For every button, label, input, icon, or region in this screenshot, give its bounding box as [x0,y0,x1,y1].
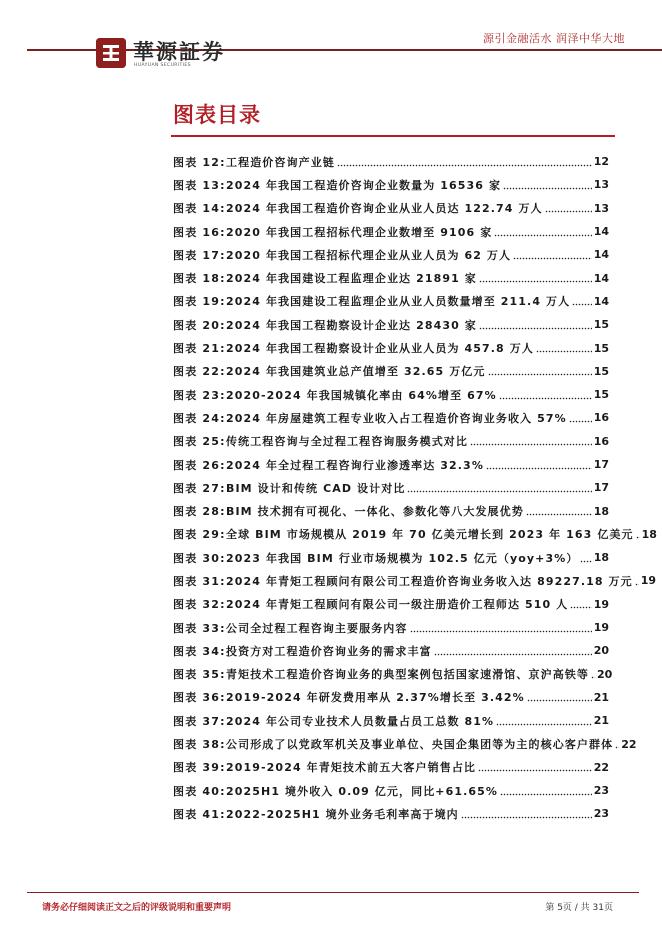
page-indicator: 第 5页 / 共 31页 [545,903,613,913]
toc-item[interactable] [173,732,637,755]
toc-item-page: 15 [593,341,609,355]
toc-item-leader [494,234,591,237]
toc-item-page: 14 [593,294,609,308]
toc-item[interactable] [173,336,609,359]
toc-item[interactable] [173,173,609,196]
toc-item-leader [410,630,592,633]
header-slogan: 源引金融活水 润泽中华大地 [483,32,625,45]
toc-item-label: 图表 13: [173,178,226,192]
toc-item[interactable] [173,430,609,453]
toc-item-text: 2019-2024 年青矩技术前五大客户销售占比 [226,761,477,775]
toc-item[interactable] [173,220,609,243]
toc-item-label: 图表 16: [173,225,226,239]
toc-item-label: 图表 38: [173,738,226,752]
toc-item-text: 2022-2025H1 境外业务毛利率高于境内 [226,807,459,821]
toc-item-leader [461,816,592,819]
toc-item[interactable] [173,499,609,522]
toc-title: 图表目录 [173,103,261,127]
toc-item-page: 22 [621,737,637,751]
toc-item-page: 14 [593,248,609,262]
toc-item-leader [500,793,592,796]
company-logo-text: 華源証券 [133,39,225,64]
toc-item-leader [591,676,595,679]
toc-item-leader [503,187,592,190]
toc-item-label: 图表 23: [173,388,226,402]
toc-item[interactable] [173,290,609,313]
toc-item-text: 2023 年我国 BIM 行业市场规模为 102.5 亿元（yoy+3%） [226,551,579,565]
toc-item-leader [479,280,592,283]
toc-item-page: 16 [593,411,609,425]
toc-item-page: 17 [593,458,609,471]
toc-item-page: 19 [593,597,609,611]
toc-item-text: 2024 年青矩工程顾问有限公司一级注册造价工程师达 510 人 [226,598,569,612]
toc-item[interactable] [173,523,657,546]
toc-item-leader [496,723,592,726]
toc-item[interactable] [173,453,609,476]
toc-item-label: 图表 20: [173,318,226,332]
toc-item-text: 2020 年我国工程招标代理企业从业人员为 62 万人 [226,248,512,262]
toc-item-page: 20 [593,644,609,658]
toc-item[interactable] [173,243,609,266]
toc-item[interactable] [173,639,609,662]
toc-item-page: 21 [593,690,609,704]
toc-item-leader [526,513,592,516]
toc-item-text: 2025H1 境外收入 0.09 亿元，同比+61.65% [226,784,499,798]
toc-item[interactable] [173,476,609,499]
toc-item-label: 图表 18: [173,272,226,286]
toc-list [173,150,657,826]
toc-item[interactable] [173,383,609,406]
toc-item-text: 投资方对工程造价咨询业务的需求丰富 [226,644,432,658]
toc-item[interactable] [173,406,609,429]
toc-item[interactable] [173,593,609,616]
toc-item-text: BIM 技术拥有可视化、一体化、参数化等八大发展优势 [226,505,524,519]
toc-item-text: 2024 年公司专业技术人员数量占员工总数 81% [226,714,495,728]
toc-item-page: 14 [593,271,609,285]
toc-item-page: 21 [593,714,609,728]
toc-item-text: 工程造价咨询产业链 [226,155,335,169]
company-logo-icon [96,38,126,68]
toc-item-label: 图表 35: [173,668,226,682]
footer-divider [27,892,639,893]
toc-item-label: 图表 30: [173,551,226,565]
toc-item-label: 图表 40: [173,784,226,798]
toc-item-page: 15 [593,318,609,332]
toc-item-leader [527,699,592,702]
toc-item-leader [569,420,592,423]
toc-item[interactable] [173,616,609,639]
toc-item-text: 2024 年我国工程勘察设计企业从业人员为 457.8 万人 [226,342,534,356]
toc-item-label: 图表 33: [173,621,226,635]
toc-item-label: 图表 27: [173,481,226,495]
toc-item-leader [580,560,591,563]
toc-item-text: 公司形成了以党政军机关及事业单位、央国企集团等为主的核心客户群体 [226,738,614,752]
toc-title-divider [171,135,615,137]
toc-item-label: 图表 14: [173,202,226,216]
toc-item-text: 2024 年我国建设工程监理企业达 21891 家 [226,272,477,286]
toc-item-text: 传统工程咨询与全过程工程咨询服务模式对比 [226,435,468,449]
toc-item[interactable] [173,313,609,336]
toc-item-label: 图表 28: [173,505,226,519]
toc-item-text: 2024 年我国工程造价咨询企业从业人员达 122.74 万人 [226,202,543,216]
toc-item-text: 2024 年房屋建筑工程专业收入占工程造价咨询业务收入 57% [226,411,567,425]
toc-item-label: 图表 39: [173,761,226,775]
footer-disclaimer: 请务必仔细阅读正文之后的评级说明和重要声明 [42,903,232,913]
company-logo-subtext: HUAYUAN SECURITIES [134,63,191,68]
toc-item[interactable] [173,197,609,220]
toc-item-leader [486,467,592,470]
toc-item-leader [407,490,591,493]
toc-item-label: 图表 22: [173,365,226,379]
toc-item-leader [434,653,592,656]
toc-item-label: 图表 34: [173,644,226,658]
toc-item-page: 13 [593,178,609,192]
toc-item-page: 22 [593,760,609,774]
toc-item[interactable] [173,150,609,173]
toc-item-text: 2024 年青矩工程顾问有限公司工程造价咨询业务收入达 89227.18 万元 [226,574,633,588]
toc-item-leader [488,373,592,376]
toc-item-leader [479,327,592,330]
toc-item[interactable] [173,779,609,802]
toc-item-page: 15 [593,364,609,378]
toc-item-leader [478,769,592,772]
toc-item-text: 2019-2024 年研发费用率从 2.37%增长至 3.42% [226,691,525,705]
toc-item-page: 20 [597,667,613,681]
toc-item[interactable] [173,663,613,686]
toc-item-page: 23 [593,784,609,798]
toc-item-text: 2020-2024 年我国城镇化率由 64%增至 67% [226,388,497,402]
toc-item-label: 图表 17: [173,248,226,262]
toc-item-text: 2024 年全过程工程咨询行业渗透率达 32.3% [226,458,484,472]
toc-item-page: 19 [640,574,657,588]
toc-item-page: 17 [593,481,609,495]
toc-item-text: 2024 年我国建设工程监理企业从业人员数量增至 211.4 万人 [226,295,571,309]
toc-item-page: 23 [593,807,609,821]
toc-item-page: 19 [593,621,609,635]
toc-item-text: BIM 设计和传统 CAD 设计对比 [226,481,406,495]
toc-item-label: 图表 37: [173,714,226,728]
toc-item-label: 图表 24: [173,411,226,425]
toc-item-leader [572,303,591,306]
toc-item-leader [570,606,591,609]
toc-item-leader [513,257,592,260]
toc-item-page: 14 [593,225,609,239]
toc-item-text: 青矩技术工程造价咨询业务的典型案例包括国家速滑馆、京沪高铁等 [226,668,589,682]
toc-item-label: 图表 21: [173,342,226,356]
toc-item-text: 2020 年我国工程招标代理企业数增至 9106 家 [226,225,493,239]
toc-item-text: 2024 年我国工程勘察设计企业达 28430 家 [226,318,477,332]
toc-item-page: 18 [641,527,657,541]
toc-item-label: 图表 12: [173,155,226,169]
toc-item-label: 图表 26: [173,458,226,472]
toc-item-leader [636,536,640,539]
toc-item-leader [536,350,592,353]
toc-item[interactable] [173,802,609,825]
toc-item[interactable] [173,709,609,732]
toc-item[interactable] [173,360,609,383]
toc-item-label: 图表 29: [173,528,226,542]
toc-item-text: 公司全过程工程咨询主要服务内容 [226,621,408,635]
toc-item[interactable] [173,686,609,709]
toc-item-label: 图表 41: [173,807,226,821]
toc-item-leader [337,164,592,167]
toc-item-page: 18 [593,504,609,518]
toc-item-page: 15 [593,388,609,402]
toc-item-page: 16 [593,434,609,448]
toc-item-leader [470,443,592,446]
toc-item[interactable] [173,569,657,592]
toc-item[interactable] [173,266,609,289]
toc-item-label: 图表 32: [173,598,226,612]
toc-item-leader [615,746,619,749]
toc-item[interactable] [173,756,609,779]
toc-item-page: 13 [593,201,609,215]
toc-item-leader [635,583,639,586]
toc-item-label: 图表 19: [173,295,226,309]
toc-item-label: 图表 31: [173,574,226,588]
toc-item-page: 12 [593,155,609,169]
toc-item-page: 18 [593,551,609,565]
toc-item-text: 2024 年我国工程造价咨询企业数量为 16536 家 [226,178,502,192]
toc-item-label: 图表 25: [173,435,226,449]
toc-item-text: 全球 BIM 市场规模从 2019 年 70 亿美元增长到 2023 年 163 亿美元 [226,528,634,542]
toc-item-leader [499,397,592,400]
toc-item-label: 图表 36: [173,691,226,705]
toc-item-text: 2024 年我国建筑业总产值增至 32.65 万亿元 [226,365,486,379]
toc-item[interactable] [173,546,609,569]
toc-item-leader [545,210,592,213]
